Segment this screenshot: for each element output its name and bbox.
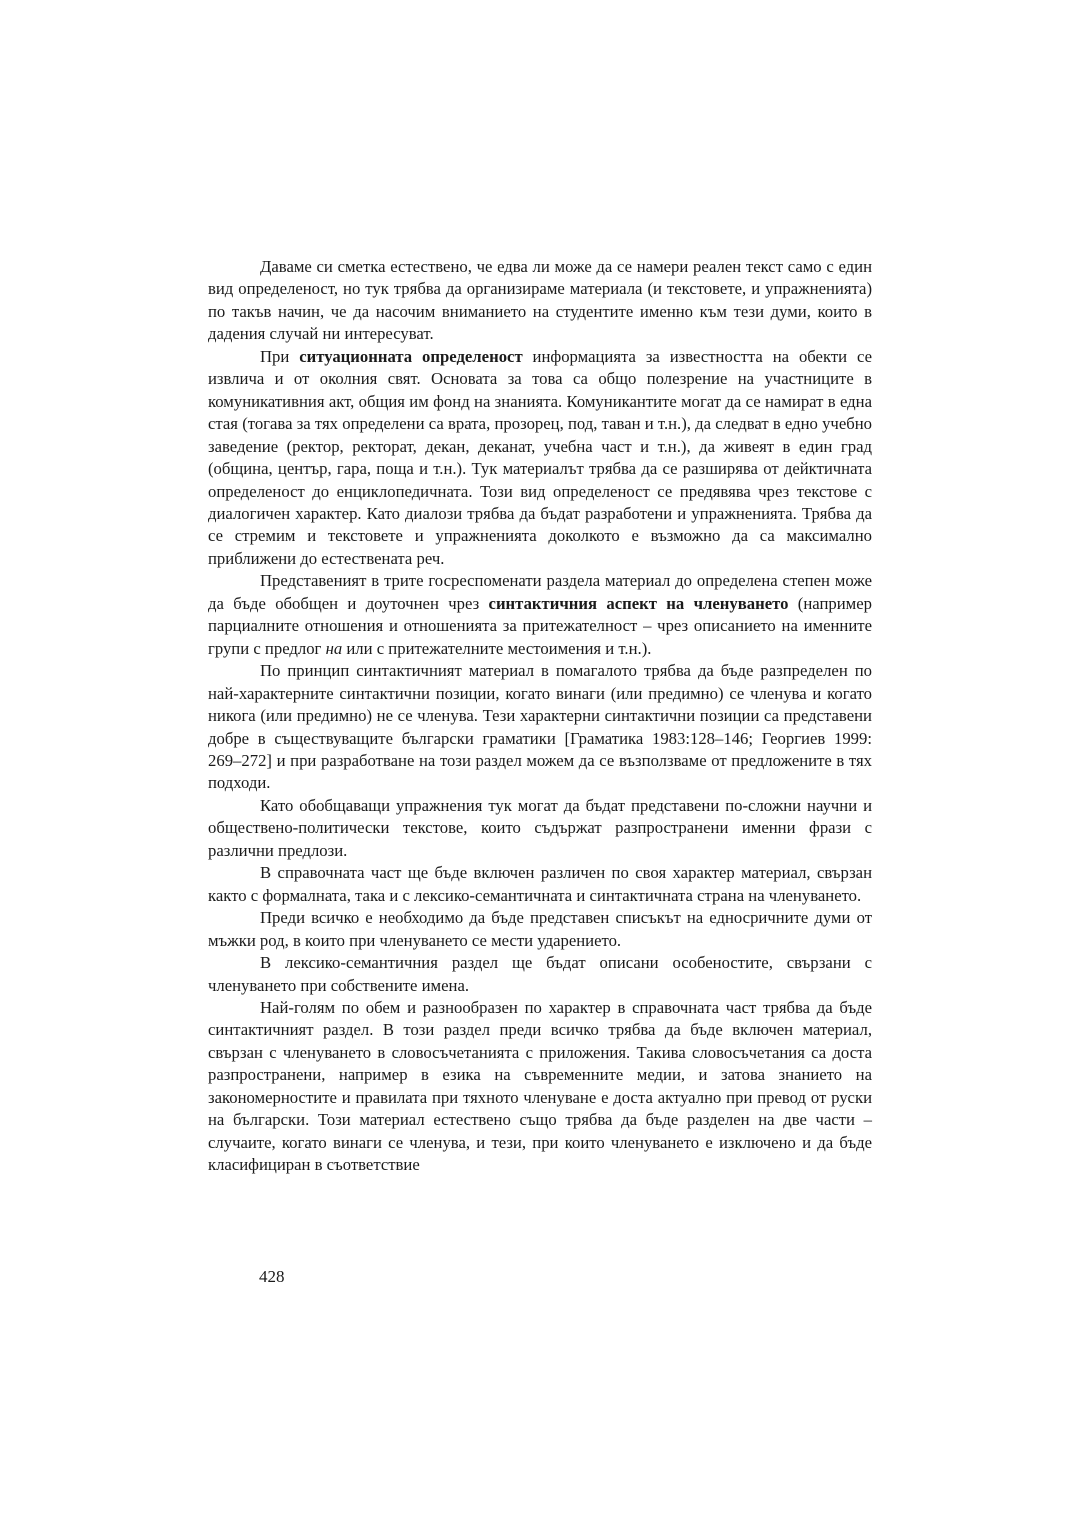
paragraph-text: В лексико-семантичния раздел ще бъдат описани особеностите, свързани с членуването при собствените имена. (208, 953, 872, 995)
page-body (208, 256, 872, 1177)
paragraph-text: информацията за известността на обекти се извлича и от околния свят. Основата за това са общо полезрение на участниците в комуникативния акт, общия им фонд на знанията. Комуникантите могат да се намират в една стая (тогава за тях определени са врата, прозорец, под, таван и т.н.), да следват в едно учебно заведение (ректор, ректорат, декан, деканат, учебна част и т.н.), да живеят в един град (община, център, гара, поща и т.н.). Тук материалът трябва да се разширява от дейктичната определеност до енциклопедичната. Този вид определеност се предявява чрез текстове с диалогичен характер. Като диалози трябва да бъдат разработени и упражненията. Трябва да се стремим и текстовете и упражненията доколкото е възможно да са максимално приближени до естествената реч. (208, 346, 872, 568)
paragraph (208, 660, 872, 795)
paragraph-text: Даваме си сметка естествено, че едва ли може да се намери реален текст само с един вид определеност, но тук трябва да организираме материала (и текстовете, и упражненията) по такъв начин, че да насочим вниманието на студентите именно към тези думи, които в дадения случай ни интересуват. (208, 257, 872, 344)
bold-term: ситуационната определеност (299, 346, 523, 366)
paragraph (208, 907, 872, 952)
paragraph-text: В справочната част ще бъде включен различен по своя характер материал, свързан както с формалната, така и с лексико-семантичната и синтактичната страна на членуването. (208, 863, 872, 905)
paragraph (208, 952, 872, 997)
italic-term: на (325, 638, 343, 658)
paragraph-text: Преди всичко е необходимо да бъде представен списъкът на едносричните думи от мъжки род, в които при членуването се мести ударението. (208, 908, 872, 950)
page-number: 428 (259, 1267, 285, 1286)
paragraph-text: или с притежателните местоимения и т.н.). (342, 638, 652, 658)
paragraph (208, 795, 872, 862)
paragraph-text: Най-голям по обем и разнообразен по характер в справочната част трябва да бъде синтактичният раздел. В този раздел преди всичко трябва да бъде включен материал, свързан с членуването в словосъчетанията с приложения. Такива словосъчетания са доста разпространени, например в езика на съвременните медии, и затова знанието на закономерностите и правилата при тяхното членуване е доста актуално при превод от руски на български. Този материал естествено също трябва да бъде разделен на две части – случаите, когато винаги се членува, и тези, при които членуването е изключено и да бъде класифициран в съответствие (208, 997, 872, 1175)
paragraph-text: Представеният в трите госреспоменати раздела материал до определена степен може да бъде обобщен и доуточнен чрез (208, 571, 872, 613)
paragraph (208, 346, 872, 571)
paragraph-text: По принцип синтактичният материал в помагалото трябва да бъде разпределен по най-характерните синтактични позиции, когато винаги (или предимно) се членува и когато никога (или предимно) не се членува. Тези характерни синтактични позиции са представени добре в съществуващите български граматики [Граматика 1983:128–146; Георгиев 1999: 269–272] и при разработване на този раздел можем да се възползваме от предложените в тях подходи. (208, 661, 872, 793)
paragraph (208, 862, 872, 907)
paragraph-text: (например парциалните отношения и отношенията за притежателност – чрез описанието на именните групи с предлог (208, 593, 872, 658)
bold-term: синтактичния аспект на членуването (488, 593, 789, 613)
paragraph-text: При (260, 346, 300, 366)
paragraph-text: Като обобщаващи упражнения тук могат да бъдат представени по-сложни научни и обществено-политически текстове, които съдържат разпространени именни фрази с различни предлози. (208, 795, 872, 860)
paragraph (208, 570, 872, 660)
paragraph (208, 256, 872, 346)
paragraph (208, 997, 872, 1177)
